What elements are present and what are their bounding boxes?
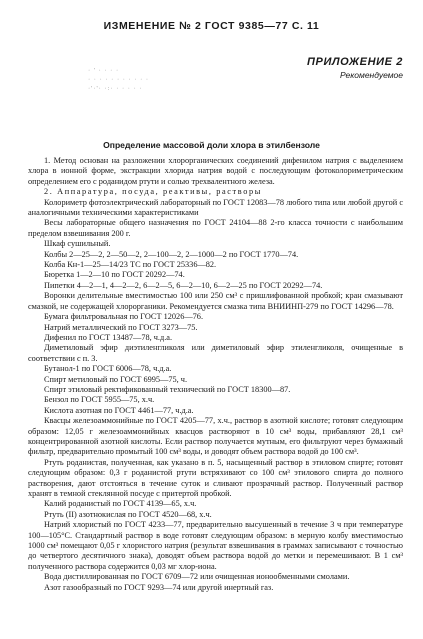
paragraph: Ртуть роданистая, полученная, как указано в п. 5, насыщенный раствор в этиловом спирте; готовят следующим образом: 0,3 г роданистой ртути встряхивают со 100 см³ этилового спирта до полного растворения, дают отстояться в течение суток и сливают прозрачный раствор. Полученный раствор хранят в темной стеклянной посуде с притертой пробкой.: [28, 457, 403, 498]
paragraph: Бюретка 1—2—10 по ГОСТ 20292—74.: [44, 270, 185, 280]
paragraph: Натрий металлический по ГОСТ 3273—75.: [44, 322, 198, 332]
section-title: Определение массовой доли хлора в этилбензоле: [103, 140, 320, 150]
stamp-line: · ' · · · ·: [88, 67, 120, 74]
paragraph: Колориметр фотоэлектрический лабораторный по ГОСТ 12083—78 любого типа или любой другой с аналогичными техническими характеристиками: [28, 197, 403, 218]
paragraph: 1. Метод основан на разложении хлорорганических соединений дифенилом натрия с выделением хлора в ионной форме, экстракции хлорида натрия водой с последующим фотоколориметрическим определением его с роданидом ртути и солью трехвалентного железа.: [28, 156, 403, 186]
paragraph: Калий роданистый по ГОСТ 4139—65, х.ч.: [44, 499, 197, 509]
document-body: [28, 156, 403, 593]
paragraph: Колба Кн-1—25—14/23 ТС по ГОСТ 25336—82.: [44, 260, 217, 270]
paragraph: Весы лабораторные общего назначения по ГОСТ 24104—88 2-го класса точности с наибольшим пределом взвешивания 200 г.: [28, 218, 403, 238]
paragraph: Кислота азотная по ГОСТ 4461—77, ч.д.а.: [44, 405, 194, 415]
paragraph: Вода дистиллированная по ГОСТ 6709—72 или очищенная ионообменными смолами.: [44, 572, 350, 582]
appendix-note: Рекомендуемое: [339, 70, 403, 80]
page-header: ИЗМЕНЕНИЕ № 2 ГОСТ 9385—77 С. 11: [103, 20, 320, 32]
paragraph: Дифенил по ГОСТ 13487—78, ч.д.а.: [44, 332, 173, 342]
stamp-line: · · · · · · · · · · ·: [88, 76, 150, 83]
paragraph: Натрий хлористый по ГОСТ 4233—77, предварительно высушенный в течение 3 ч при температуре 100—105°С. Стандартный раствор в воде готовят следующим образом: в мерную колбу вместимостью 1000 см³ помещают 0,05 г хлористого натрия (результат взвешивания в граммах записывают с точностью до четвертого десятичного знака), доводят объем раствора водой до метки и перемешивают. В 1 см³ полученного раствора содержится 0,03 мг хлор-иона.: [28, 520, 403, 571]
paragraph: Азот газообразный по ГОСТ 9293—74 или другой инертный газ.: [44, 582, 274, 592]
paragraph: Квасцы железоаммонийные по ГОСТ 4205—77, х.ч., раствор в азотной кислоте; готовят следующим образом: 12,05 г железоаммонийных квасцов растворяют в 10 см³ воды, прибавляют 28,1 см³ концентрированной азотной кислоты. Если раствор получается мутным, его фильтруют через бумажный фильтр, предварительно промытый 100 см³ воды, и доводят объем раствора водой до 100 см³.: [28, 416, 403, 457]
paragraph: Спирт метиловый по ГОСТ 6995—75, ч.: [44, 374, 188, 384]
paragraph: Спирт этиловый ректификованный технический по ГОСТ 18300—87.: [44, 384, 291, 394]
paragraph: Пипетки 4—2—1, 4—2—2, 6—2—5, 6—2—10, 6—2—25 по ГОСТ 20292—74.: [44, 280, 323, 290]
paragraph-heading: 2. Аппаратура, посуда, реактивы, растворы: [44, 187, 262, 197]
paragraph: Колбы 2—25—2, 2—50—2, 2—100—2, 2—1000—2 по ГОСТ 1770—74.: [44, 249, 299, 259]
stamp-line: ·'·'· ·:· · · · · ·: [88, 85, 143, 92]
faded-stamp: [88, 66, 213, 93]
appendix-label: ПРИЛОЖЕНИЕ 2: [307, 56, 403, 68]
appendix-block: [307, 56, 403, 80]
paragraph: Бензол по ГОСТ 5955—75, х.ч.: [44, 395, 155, 405]
paragraph: Ртуть (II) азотнокислая по ГОСТ 4520—68, х.ч.: [44, 509, 212, 519]
paragraph: Шкаф сушильный.: [44, 239, 111, 249]
paragraph: Диметиловый эфир диэтиленгликоля или диметиловый эфир этиленгликоля, очищенные в соответствии с п. 3.: [28, 343, 403, 363]
paragraph: Бумага фильтровальная по ГОСТ 12026—76.: [44, 312, 204, 322]
paragraph: Бутанол-1 по ГОСТ 6006—78, ч.д.а.: [44, 364, 172, 374]
paragraph: Воронки делительные вместимостью 100 или 250 см³ с пришлифованной пробкой; кран смазывают смазкой, не содержащей хлорорганики. Рекомендуется смазка типа ВНИИНП-279 по ГОСТ 14296—78.: [28, 291, 403, 311]
